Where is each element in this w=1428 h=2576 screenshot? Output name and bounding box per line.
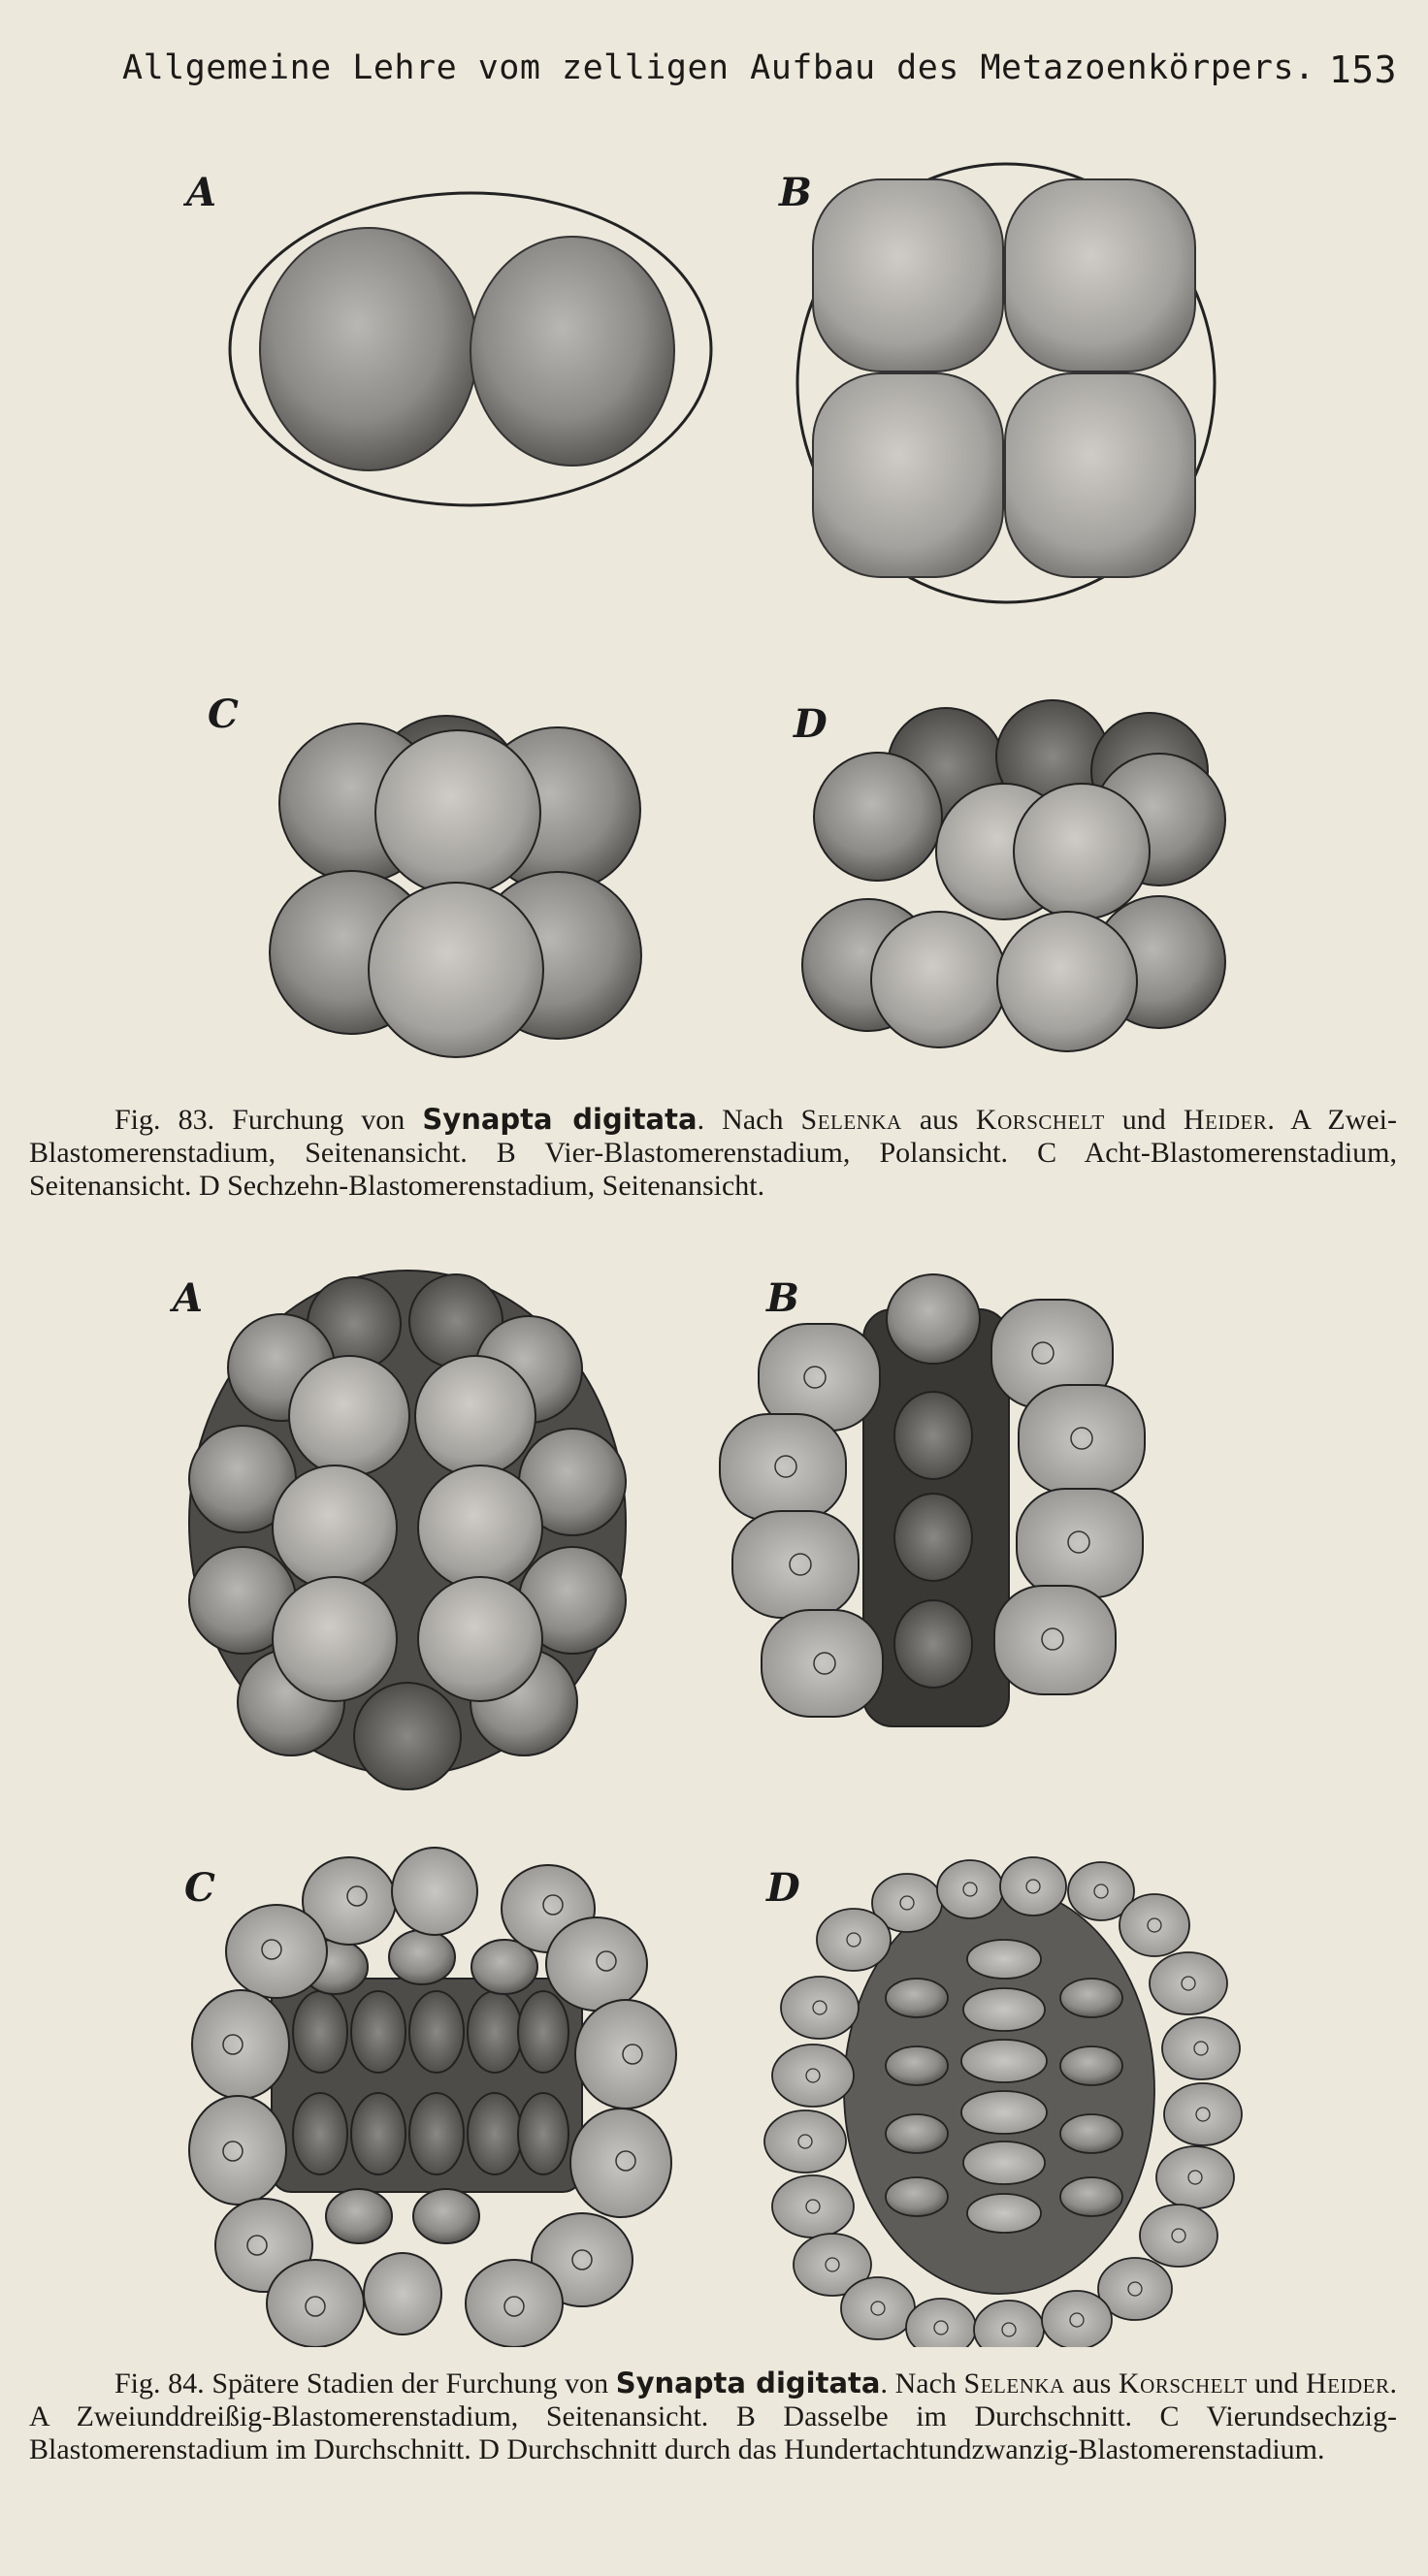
fig83-panel-c [208, 692, 641, 1057]
running-head [58, 43, 1397, 101]
fig83-plate [0, 126, 1428, 1077]
panel-label-a: A [186, 170, 217, 215]
fig83-number: Fig. 83. [114, 1104, 215, 1136]
fig84-panel-b [720, 1274, 1145, 1726]
fig84-species: Synapta digitata [615, 2367, 881, 2399]
fig84-panel-d [764, 1857, 1242, 2347]
running-title: Allgemeine Lehre vom zelligen Aufbau des Metazoenkörpers. [122, 48, 1315, 87]
fig84-body: . A Zweiunddreißig-Blastomerenstadium, Seitenansicht. B Dasselbe im Durchschnitt. C Vierundsechzig-Blastomerenstadium im Durchschnitt. D Durchschnitt durch das Hundertachtundzwanzig-Blastomerenstadium. [29, 2367, 1398, 2465]
fig84-number: Fig. 84. [114, 2367, 205, 2399]
fig83-lead: Furchung von [232, 1104, 406, 1136]
fig84-panel-a [169, 1271, 626, 1789]
fig83-author-heider: Heider [1183, 1104, 1268, 1136]
panel-label-a: A [173, 1275, 204, 1321]
panel-label-b: B [766, 1275, 799, 1321]
fig83-aus: aus [919, 1104, 958, 1136]
fig83-body: . A Zwei-Blastomerenstadium, Seitenansicht. B Vier-Blastomerenstadium, Polansicht. C Acht-Blastomerenstadium, Seitenansicht. D Sechzehn-Blastomerenstadium, Seitenansicht. [29, 1104, 1398, 1202]
fig83-species: Synapta digitata [422, 1103, 698, 1136]
fig84-author-korschelt: Korschelt [1118, 2367, 1248, 2399]
fig83-und: und [1121, 1104, 1166, 1136]
fig84-after-species: . Nach [880, 2367, 957, 2399]
panel-label-b: B [779, 170, 812, 215]
fig84-und: und [1254, 2367, 1299, 2399]
fig84-author-heider: Heider [1306, 2367, 1390, 2399]
panel-label-c: C [208, 692, 239, 737]
fig83-after-species: . Nach [697, 1104, 784, 1136]
page-number: 153 [1328, 48, 1397, 91]
fig84-caption [29, 2367, 1397, 2466]
fig83-author-selenka: Selenka [800, 1104, 902, 1136]
fig84-plate [0, 1261, 1428, 2347]
fig83-panel-a [182, 170, 711, 505]
fig84-aus: aus [1072, 2367, 1112, 2399]
fig84-panel-c [184, 1848, 676, 2347]
fig84-author-selenka: Selenka [963, 2367, 1065, 2399]
fig83-caption [29, 1103, 1397, 1203]
panel-label-c: C [184, 1865, 215, 1911]
fig83-panel-d [793, 700, 1225, 1051]
panel-label-d: D [794, 701, 828, 747]
fig83-author-korschelt: Korschelt [975, 1104, 1105, 1136]
fig84-lead: Spätere Stadien der Furchung von [211, 2367, 609, 2399]
panel-label-d: D [766, 1865, 800, 1911]
fig83-panel-b [778, 164, 1215, 602]
